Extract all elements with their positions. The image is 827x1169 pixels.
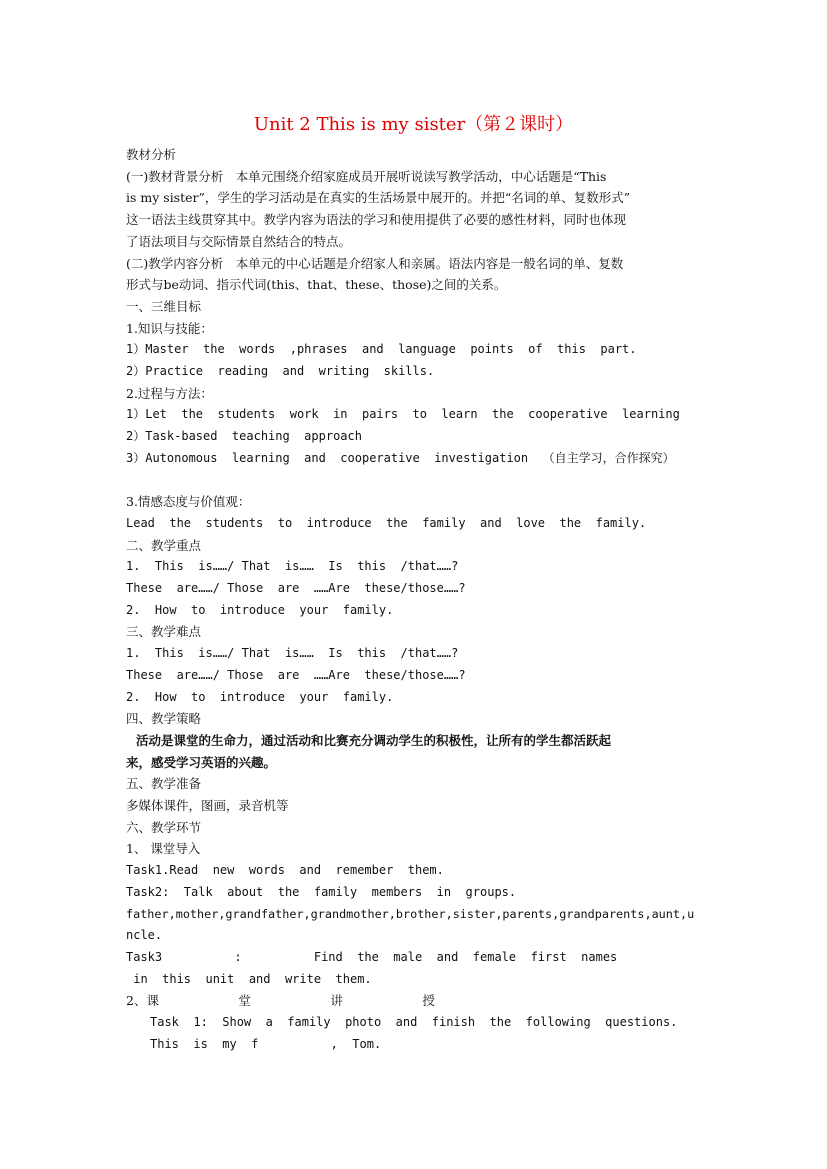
task-line: Task3 : Find the male and female first names	[126, 950, 618, 964]
section-heading-difficulties: 三、教学难点	[126, 624, 202, 640]
task-line: This is my f , Tom.	[150, 1036, 382, 1051]
list-item: 2. How to introduce your family.	[126, 602, 394, 617]
paragraph-line: father,mother,grandfather,grandmother,brother,sister,parents,grandparents,aunt,u	[126, 906, 695, 921]
subheading: 1、 课堂导入	[126, 841, 201, 857]
section-heading-preparation: 五、教学准备	[126, 776, 202, 792]
subheading: 3.情感态度与价值观：	[126, 494, 251, 510]
subheading: 2.过程与方法：	[126, 385, 213, 401]
task-line: Task 1: Show a family photo and finish the following questions.	[150, 1015, 678, 1030]
task-line: in this unit and write them.	[126, 971, 372, 986]
section-heading-textbook-analysis: 教材分析	[126, 147, 177, 162]
list-item: These are……/ Those are ……Are these/those……?	[126, 581, 466, 596]
paragraph-line: 多媒体课件，图画，录音机等	[126, 798, 289, 814]
paragraph-line: is my sister”，学生的学习活动是在真实的生活场景中展开的。并把“名词的单、复数形式”	[126, 190, 631, 206]
list-item: 1）Let the students work in pairs to learn the cooperative learning	[126, 407, 680, 422]
document-body	[126, 144, 706, 1056]
section-heading-strategy: 四、教学策略	[126, 711, 202, 727]
paragraph-line-bold: 来，感受学习英语的兴趣。	[126, 754, 277, 770]
task-line: Task1.Read new words and remember them.	[126, 863, 444, 878]
list-item: 1. This is……/ That is…… Is this /that……?	[126, 559, 459, 574]
paragraph-line: 这一语法主线贯穿其中。教学内容为语法的学习和使用提供了必要的感性材料，同时也体现	[126, 212, 627, 228]
section-heading-procedure: 六、教学环节	[126, 819, 202, 835]
list-item: 2. How to introduce your family.	[126, 689, 394, 704]
subheading: 1.知识与技能：	[126, 320, 213, 336]
paragraph-line: Lead the students to introduce the family and love the family.	[126, 515, 647, 530]
list-item: 1）Master the words ,phrases and language points of this part.	[126, 342, 637, 357]
paragraph-line: ncle.	[126, 928, 163, 943]
section-heading-objectives: 一、三维目标	[126, 298, 202, 314]
paragraph-line: 形式与be动词、指示代词(this、that、these、those)之间的关系。	[126, 277, 507, 293]
list-item: 2）Task-based teaching approach	[126, 429, 362, 444]
task-line: Task2: Talk about the family members in groups.	[126, 884, 517, 899]
list-item: 1. This is……/ That is…… Is this /that……?	[126, 646, 459, 661]
paragraph-line: 了语法项目与交际情景自然结合的特点。	[126, 233, 352, 249]
paragraph-line-bold: 活动是课堂的生命力，通过活动和比赛充分调动学生的积极性，让所有的学生都活跃起	[136, 732, 612, 748]
list-item: 3）Autonomous learning and cooperative investigation （自主学习，合作探究）	[126, 450, 675, 465]
list-item: 2）Practice reading and writing skills.	[126, 364, 435, 379]
section-heading-key-points: 二、教学重点	[126, 537, 202, 553]
list-item: These are……/ Those are ……Are these/those……?	[126, 667, 466, 682]
document-title: Unit 2 This is my sister（第２课时）	[253, 114, 574, 135]
paragraph-line: (一)教材背景分析 本单元围绕介绍家庭成员开展听说读写教学活动，中心话题是“This	[126, 168, 607, 184]
subheading: 2、课 堂 讲 授	[126, 993, 435, 1009]
paragraph-line: (二)教学内容分析 本单元的中心话题是介绍家人和亲属。语法内容是一般名词的单、复数	[126, 255, 624, 271]
